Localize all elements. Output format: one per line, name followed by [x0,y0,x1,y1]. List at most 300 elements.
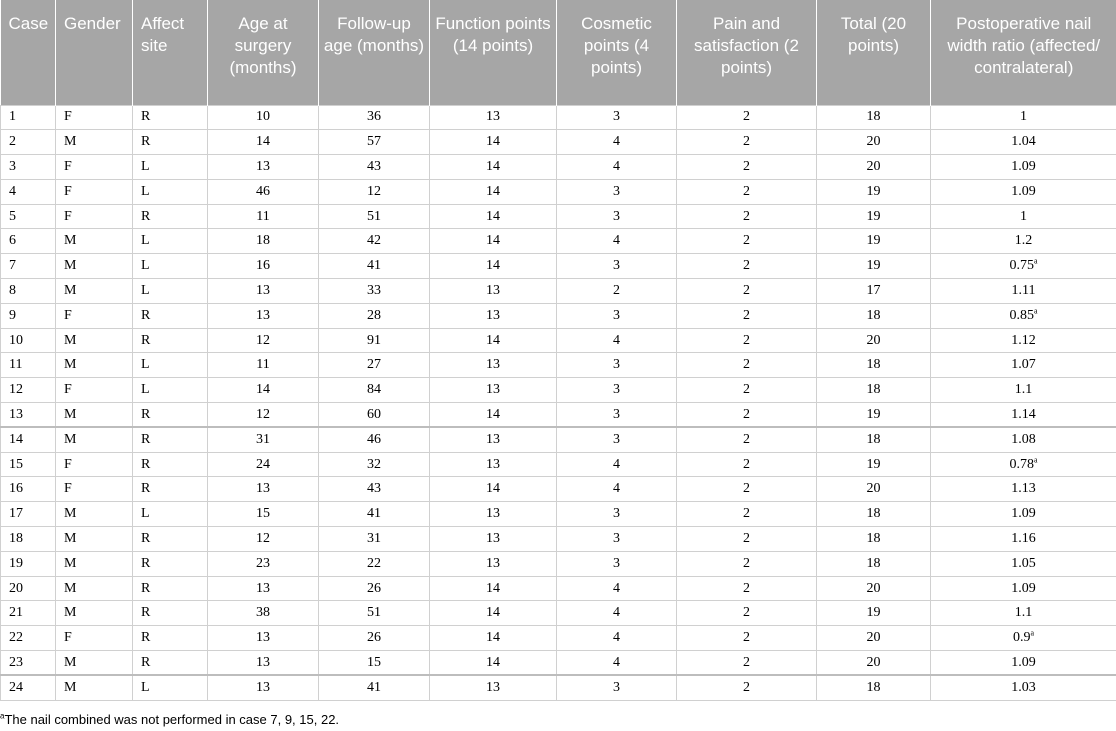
cell-case [1,626,56,651]
cell-value: 3 [613,109,620,125]
cell-value: 18 [866,382,881,398]
cell-value: 18 [866,357,881,373]
cell-value: 13 [256,481,270,497]
cell-follow-up-age [319,254,430,279]
cell-value: 28 [367,307,381,323]
cell-follow-up-age [319,675,430,700]
table-row [1,303,1116,328]
cell-case [1,477,56,502]
table-row [1,576,1116,601]
cell-value: 2 [743,158,750,174]
cell-value: 0.85 [1009,307,1034,323]
cell-gender [56,427,133,452]
cell-case [1,130,56,155]
cell-value: 19 [866,406,881,422]
cell-nail-width-ratio [931,551,1116,576]
cell-value: 1.09 [1011,580,1036,596]
table-row [1,626,1116,651]
cell-total [817,130,931,155]
cell-follow-up-age [319,204,430,229]
cell-value: R [141,580,151,596]
cell-value: 1.09 [1011,158,1036,174]
table-row [1,452,1116,477]
cell-follow-up-age [319,353,430,378]
cell-total [817,155,931,180]
cell-age-at-surgery [208,477,319,502]
cell-nail-width-ratio [931,328,1116,353]
cell-cosmetic-points [557,403,677,428]
cell-value: 13 [486,530,500,546]
cell-cosmetic-points [557,378,677,403]
cell-value: 20 [866,332,881,348]
cell-value: M [64,282,77,298]
cell-gender [56,130,133,155]
cell-value: 2 [743,406,750,422]
cell-gender [56,279,133,304]
table-row [1,427,1116,452]
table-row [1,601,1116,626]
cell-cosmetic-points [557,427,677,452]
cell-value: 14 [9,432,23,447]
cell-gender [56,229,133,254]
cell-value: 36 [367,109,381,125]
cell-total [817,353,931,378]
cell-cosmetic-points [557,254,677,279]
cell-value: 1.1 [1014,605,1033,621]
cell-value: 18 [256,233,270,249]
cell-nail-width-ratio [931,502,1116,527]
cell-value: 3 [613,555,620,571]
table-row [1,527,1116,552]
table-row [1,130,1116,155]
table-body [1,105,1116,700]
table-row [1,353,1116,378]
cell-value: 13 [486,282,500,298]
table-row [1,403,1116,428]
cell-function-points [430,551,557,576]
cell-pain-satisfaction [677,651,817,676]
cell-case [1,403,56,428]
cell-follow-up-age [319,502,430,527]
cell-value: 3 [613,432,620,447]
cell-age-at-surgery [208,353,319,378]
cell-case [1,651,56,676]
footnote-marker: a [0,711,5,721]
cell-value: 1.09 [1011,506,1036,522]
cell-total [817,576,931,601]
cell-value: 14 [486,258,500,274]
cell-value: 22 [9,630,23,646]
cell-value: F [64,208,72,224]
cell-age-at-surgery [208,378,319,403]
cell-nail-width-ratio [931,279,1116,304]
cell-value: 13 [486,382,500,398]
table-row [1,229,1116,254]
cell-value: 13 [256,282,270,298]
cell-gender [56,328,133,353]
cell-value: 22 [367,555,381,571]
cell-cosmetic-points [557,601,677,626]
cell-value: R [141,406,151,422]
cell-value: 1.08 [1011,432,1036,447]
cell-pain-satisfaction [677,403,817,428]
cell-value: 2 [743,481,750,497]
cell-cosmetic-points [557,328,677,353]
cell-case [1,378,56,403]
cell-follow-up-age [319,477,430,502]
cell-age-at-surgery [208,551,319,576]
cell-pain-satisfaction [677,279,817,304]
cell-value: 16 [256,258,270,274]
cell-age-at-surgery [208,651,319,676]
cell-affect-site [133,378,208,403]
header-follow-up-age: Follow-up age (months) [319,0,430,105]
cell-cosmetic-points [557,576,677,601]
cell-cosmetic-points [557,675,677,700]
cell-value: 43 [367,158,381,174]
cell-pain-satisfaction [677,328,817,353]
cell-nail-width-ratio [931,155,1116,180]
cell-value: 8 [9,282,16,298]
cell-gender [56,551,133,576]
cell-value: 3 [613,679,620,695]
cell-gender [56,601,133,626]
cell-nail-width-ratio [931,229,1116,254]
cell-cosmetic-points [557,626,677,651]
cell-cosmetic-points [557,527,677,552]
cell-total [817,229,931,254]
cell-case [1,502,56,527]
cell-gender [56,105,133,130]
cell-value: 3 [613,406,620,422]
cell-value: 57 [367,134,381,150]
cell-value: 41 [367,258,381,274]
cell-value: 51 [367,208,381,224]
cell-affect-site [133,254,208,279]
cell-value: M [64,134,77,150]
cell-value: 13 [256,580,270,596]
cell-value: 15 [9,456,23,472]
cell-nail-width-ratio [931,378,1116,403]
cell-value: M [64,555,77,571]
cell-cosmetic-points [557,477,677,502]
cell-value: 1.16 [1011,530,1036,546]
cell-value: 7 [9,258,16,274]
cell-value: 23 [256,555,270,571]
cell-affect-site [133,403,208,428]
cell-gender [56,254,133,279]
cell-value: 1.09 [1011,654,1036,670]
cell-value: 91 [367,332,381,348]
cell-follow-up-age [319,427,430,452]
cell-affect-site [133,229,208,254]
cell-pain-satisfaction [677,155,817,180]
cell-follow-up-age [319,229,430,254]
cell-value: L [141,679,150,695]
cell-case [1,105,56,130]
cell-value: R [141,630,151,646]
cell-value: 13 [486,456,500,472]
cell-value: 14 [486,654,500,670]
cell-pain-satisfaction [677,378,817,403]
cell-follow-up-age [319,279,430,304]
cell-function-points [430,328,557,353]
cell-pain-satisfaction [677,576,817,601]
cell-value: 14 [486,183,500,199]
cell-cosmetic-points [557,229,677,254]
cell-value: 3 [613,357,620,373]
cell-value: 3 [613,183,620,199]
cell-value: 2 [743,555,750,571]
cell-value: 13 [256,307,270,323]
cell-function-points [430,576,557,601]
cell-value: L [141,382,150,398]
cell-value: M [64,357,77,373]
cell-value: 13 [486,679,500,695]
cell-total [817,179,931,204]
table-row [1,477,1116,502]
footnote-ref: a [1033,454,1038,464]
cell-follow-up-age [319,403,430,428]
cell-value: 19 [866,208,881,224]
cell-value: 2 [743,258,750,274]
cell-cosmetic-points [557,105,677,130]
cell-value: 14 [486,406,500,422]
cell-value: 1.09 [1011,183,1036,199]
cell-case [1,675,56,700]
cell-value: 20 [866,654,881,670]
cell-value: 38 [256,605,270,621]
cell-value: R [141,530,151,546]
cell-value: 12 [367,183,381,199]
cell-pain-satisfaction [677,427,817,452]
cell-function-points [430,279,557,304]
cell-value: F [64,307,72,323]
cell-function-points [430,427,557,452]
cell-value: 12 [256,530,270,546]
cell-function-points [430,626,557,651]
cell-value: 41 [367,679,381,695]
cell-value: 2 [743,605,750,621]
cell-value: 0.9 [1012,630,1031,646]
cell-value: 2 [743,307,750,323]
cell-value: M [64,679,77,695]
cell-case [1,254,56,279]
cell-value: 13 [9,406,23,422]
cell-value: 13 [256,679,270,695]
cell-nail-width-ratio [931,576,1116,601]
header-affect-site: Affect site [133,0,208,105]
cell-value: 0.78 [1009,456,1034,472]
cell-function-points [430,675,557,700]
cell-age-at-surgery [208,328,319,353]
cell-value: L [141,183,150,199]
cell-value: R [141,481,151,497]
cell-value: 14 [486,481,500,497]
footnote-text: The nail combined was not performed in case 7, 9, 15, 22. [4,712,340,727]
cell-value: 3 [613,382,620,398]
cell-cosmetic-points [557,551,677,576]
cell-total [817,651,931,676]
cell-function-points [430,378,557,403]
cell-cosmetic-points [557,155,677,180]
header-row [1,0,1116,105]
cell-value: 11 [9,357,23,373]
cell-value: 13 [486,506,500,522]
cell-value: R [141,332,151,348]
cell-value: 51 [367,605,381,621]
cell-value: R [141,109,151,125]
cell-nail-width-ratio [931,254,1116,279]
cell-value: 46 [367,432,381,447]
cell-nail-width-ratio [931,353,1116,378]
cell-age-at-surgery [208,130,319,155]
cell-value: 14 [486,134,500,150]
cell-gender [56,626,133,651]
cell-value: 20 [866,134,881,150]
cell-nail-width-ratio [931,477,1116,502]
cell-affect-site [133,427,208,452]
cell-gender [56,675,133,700]
table-row [1,378,1116,403]
cell-value: 4 [613,158,620,174]
cell-nail-width-ratio [931,105,1116,130]
cell-value: 84 [367,382,381,398]
cell-value: 46 [256,183,270,199]
footnote [0,712,339,727]
cell-value: 18 [866,307,881,323]
cell-value: 19 [866,183,881,199]
cell-value: 13 [486,555,500,571]
cell-function-points [430,353,557,378]
cell-value: 1 [1020,208,1027,224]
cell-case [1,303,56,328]
cell-value: 1.04 [1011,134,1036,150]
cell-value: 19 [866,233,881,249]
cell-cosmetic-points [557,452,677,477]
cell-value: 10 [256,109,270,125]
cell-value: 14 [256,134,270,150]
cell-follow-up-age [319,328,430,353]
cell-value: 12 [9,382,23,398]
cell-function-points [430,403,557,428]
cell-value: L [141,506,150,522]
cell-value: M [64,233,77,249]
cell-value: 3 [613,258,620,274]
cell-total [817,527,931,552]
cell-affect-site [133,576,208,601]
cell-value: 2 [743,679,750,695]
cell-value: 1.12 [1011,332,1036,348]
cell-value: 4 [613,456,620,472]
cell-value: 3 [613,307,620,323]
cell-affect-site [133,477,208,502]
cell-value: 18 [866,679,881,695]
cell-cosmetic-points [557,279,677,304]
cell-gender [56,651,133,676]
cell-pain-satisfaction [677,303,817,328]
cell-age-at-surgery [208,279,319,304]
header-nail-width-ratio: Postoperative nail width ratio (affected/ contralateral) [931,0,1116,105]
cell-affect-site [133,303,208,328]
cell-pain-satisfaction [677,601,817,626]
cell-value: 31 [367,530,381,546]
table-row [1,204,1116,229]
cell-age-at-surgery [208,105,319,130]
cell-value: 2 [743,580,750,596]
cell-total [817,477,931,502]
cell-affect-site [133,179,208,204]
cell-follow-up-age [319,576,430,601]
cell-function-points [430,527,557,552]
header-age-at-surgery: Age at surgery (months) [208,0,319,105]
header-function-points: Function points (14 points) [430,0,557,105]
cell-value: 26 [367,630,381,646]
cell-value: F [64,456,72,472]
cell-affect-site [133,626,208,651]
cell-value: 41 [367,506,381,522]
cell-affect-site [133,328,208,353]
cell-value: 18 [866,432,881,447]
cell-value: 1 [9,109,16,125]
cell-value: 5 [9,208,16,224]
cell-value: 2 [743,233,750,249]
cell-function-points [430,155,557,180]
cell-age-at-surgery [208,675,319,700]
cell-value: F [64,183,72,199]
header-pain-satisfaction: Pain and satisfaction (2 points) [677,0,817,105]
table-row [1,279,1116,304]
cell-value: L [141,158,150,174]
cell-follow-up-age [319,155,430,180]
table-row [1,551,1116,576]
cell-value: 43 [367,481,381,497]
header-case: Case [1,0,56,105]
cell-value: 3 [613,530,620,546]
cell-pain-satisfaction [677,179,817,204]
cell-value: 11 [256,357,270,373]
cell-value: 31 [256,432,270,447]
cell-value: 17 [9,506,23,522]
cell-value: M [64,432,77,447]
cell-value: 2 [743,208,750,224]
cell-value: 1.1 [1014,382,1033,398]
cell-follow-up-age [319,303,430,328]
table-row [1,675,1116,700]
cell-function-points [430,105,557,130]
cell-affect-site [133,279,208,304]
cell-cosmetic-points [557,502,677,527]
table-row [1,254,1116,279]
cell-nail-width-ratio [931,651,1116,676]
cell-function-points [430,130,557,155]
cell-value: 2 [743,530,750,546]
cell-age-at-surgery [208,229,319,254]
cell-gender [56,378,133,403]
cell-age-at-surgery [208,204,319,229]
cell-follow-up-age [319,378,430,403]
cell-case [1,229,56,254]
cell-value: M [64,506,77,522]
cell-value: 2 [743,630,750,646]
cell-affect-site [133,502,208,527]
cell-value: 2 [9,134,16,150]
cell-function-points [430,651,557,676]
cell-value: 4 [9,183,16,199]
cell-value: 20 [9,580,23,596]
cell-cosmetic-points [557,651,677,676]
cell-total [817,328,931,353]
